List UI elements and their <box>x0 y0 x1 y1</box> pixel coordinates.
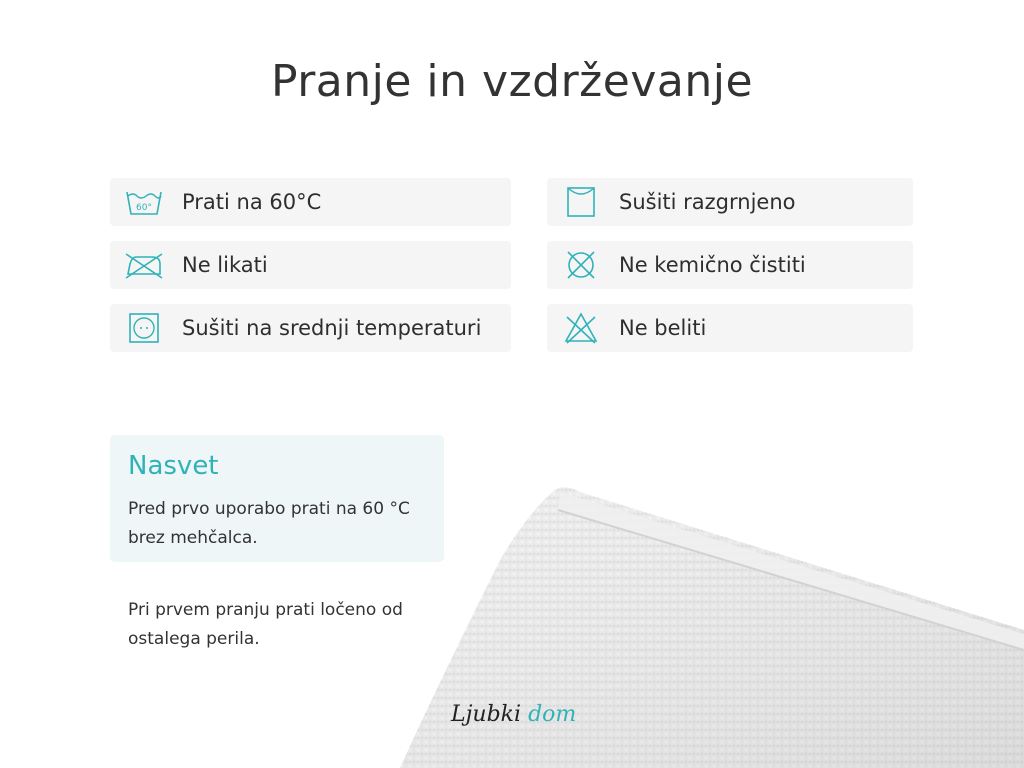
tip-box <box>110 435 444 562</box>
care-label-bleach: Ne beliti <box>619 316 707 340</box>
care-label-dry-flat: Sušiti razgrnjeno <box>619 190 796 214</box>
no-bleach-icon <box>561 308 601 348</box>
care-label-iron: Ne likati <box>182 253 268 277</box>
wash-note: Pri prvem pranju prati ločeno od ostalega perila. <box>128 600 403 649</box>
care-item-bleach <box>547 304 913 352</box>
care-item-dry-flat <box>547 178 913 226</box>
brand-logo <box>451 702 576 727</box>
tip-text: Pred prvo uporabo prati na 60 °C brez mehčalca. <box>128 499 410 548</box>
wash-60-icon <box>124 182 164 222</box>
tumble-dry-medium-icon <box>124 308 164 348</box>
no-iron-icon <box>124 245 164 285</box>
care-label-dry-clean: Ne kemično čistiti <box>619 253 806 277</box>
care-label-tumble-dry: Sušiti na srednji temperaturi <box>182 316 482 340</box>
no-dry-clean-icon <box>561 245 601 285</box>
brand-name-part1: Ljubki <box>451 702 522 727</box>
tip-title: Nasvet <box>128 451 219 481</box>
care-item-dry-clean <box>547 241 913 289</box>
care-item-tumble-dry <box>110 304 511 352</box>
dry-flat-icon <box>561 182 601 222</box>
care-label-wash: Prati na 60°C <box>182 190 322 214</box>
care-item-wash <box>110 178 511 226</box>
page-title: Pranje in vzdrževanje <box>270 56 754 107</box>
care-item-iron <box>110 241 511 289</box>
wash-temp-badge: 60° <box>136 203 152 213</box>
brand-name-part2: dom <box>528 702 577 727</box>
